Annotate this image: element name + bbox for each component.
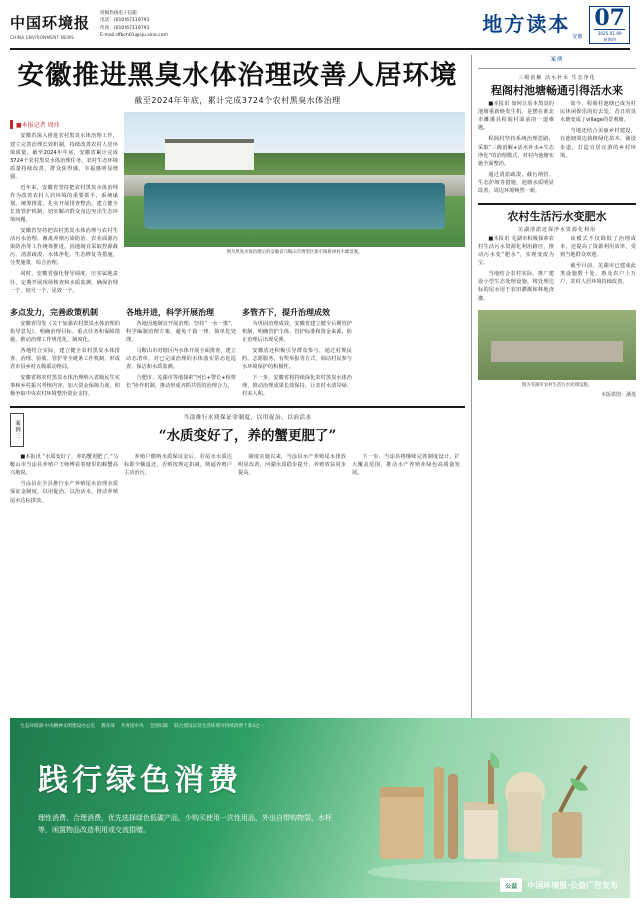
case1-paragraph: 如今，程阁村池塘已成为村民休闲娱乐的好去处，昔日的臭水塘变成了village的景观塘。 <box>560 101 636 124</box>
ad-sponsor-item: 全国妇联 <box>149 724 169 729</box>
ad-sponsor-item: 联合建设以及生活环境可持续消费十条3之一 <box>174 724 265 729</box>
case2-paragraph: 当地结合农村实际，推广建设小型生态处理设施，将处理达标的尾水用于农田灌溉和林地浇灌。 <box>478 271 554 302</box>
divider <box>10 406 465 408</box>
contact-line-2: 传真：(010)67119791 <box>100 25 150 31</box>
section-heading: 多点发力，完善政策机制 <box>10 306 98 317</box>
lead-section-columns <box>10 302 465 402</box>
ad-illustration <box>360 732 610 882</box>
ad-sponsor-item: 共青团中央 <box>120 724 144 729</box>
newspaper-logo-en: CHINA ENVIRONMENT NEWS <box>10 35 75 40</box>
section-paragraph: 马鞍山市对辖区内水体开展全面排查，建立动态清单，对已完成治理的水体落实常态化巡查、保洁和水质监测。 <box>126 347 236 370</box>
case2-col-1 <box>560 235 636 306</box>
lead-paragraph: 安徽省坚持把农村黑臭水体治理与农村生活污水治理、畜禽养殖污染防治、农业面源污染防治等工作统筹推进，因地制宜采取控源截污、清淤疏浚、水体净化、生态修复等措施，分类施策、综合治理。 <box>10 228 118 267</box>
lead-subhead: 截至2024年年底，累计完成3724个农村黑臭水体治理 <box>134 96 341 106</box>
case2-credit: 本版供图：潘曼 <box>600 391 636 398</box>
page-body <box>10 55 636 741</box>
section-body <box>126 320 236 391</box>
case1-paragraph: ■本报讯 如何让原本黑臭的池塘重新焕发生机，是摆在淮北市濉溪县程阁村面前的一道难题。 <box>478 101 554 132</box>
case2-photo <box>478 310 636 380</box>
section-body <box>242 320 352 399</box>
lead-headline: 安徽推进黑臭水体治理改善人居环境 <box>17 60 458 91</box>
ad-brand-text: 中国环境报·公益广告发布 <box>527 879 618 890</box>
ad-sponsors <box>10 718 630 729</box>
section-paragraph: 为巩固治理成效，安徽省建立健全后期管护机制，明确管护主体、管护标准和资金来源，防止治理后出现反弹。 <box>242 320 352 343</box>
case3-col-3 <box>352 453 460 507</box>
lead-section-2 <box>242 302 352 402</box>
case1-kicker: 三级消解 活水补水 生态净化 <box>518 75 596 81</box>
masthead <box>10 6 630 50</box>
ad-sponsor-item: 生态环境部·中央精神文明建设办公室 <box>20 724 95 729</box>
newspaper-logo-cn: 中国环境报 <box>10 14 91 32</box>
case1-paragraph: 通过清淤疏浚、截污纳管、生态护坡等措施，池塘水质明显改善，周边环境焕然一新。 <box>478 171 554 194</box>
lead-section-1 <box>126 302 236 402</box>
section-heading: 多管齐下，提升治理成效 <box>242 306 330 317</box>
lead-photo <box>124 112 465 247</box>
divider <box>478 68 636 69</box>
contact-line-0: 投稿热线电子信箱 <box>100 11 137 16</box>
section-paragraph: 安徽省印发《关于加强农村黑臭水体治理的指导意见》，明确治理目标、重点任务和保障措施，推动治理工作规范化、制度化。 <box>10 320 120 343</box>
byline-tag: ■本报记者 周玮 <box>10 120 60 129</box>
case2-paragraph: 该模式不仅降低了治理成本，还提高了资源利用效率，受到当地群众欢迎。 <box>560 236 636 259</box>
main-column <box>10 55 465 741</box>
lead-intro-text <box>10 132 118 294</box>
case2-kicker: 芜湖清淤还探净水资源化利用 <box>517 227 596 234</box>
case1-paragraph: 程阁村坚持系统治理思路，采取“三级消解+活水补水+生态净化”的治理模式，对村内池塘实施全面整治。 <box>478 136 554 167</box>
lead-paragraph: 近年来，安徽省坚持把农村黑臭水体治理作为改善农村人居环境的重要抓手，系统谋划、统筹推进，扎实开展排查整治，建立健全长效管护机制，切实解决群众身边突出生态环境问题。 <box>10 184 118 224</box>
section-paragraph: 各地因地制宜开展治理，坚持“一水一策”，科学编制治理方案，避免千篇一律、简单化处理。 <box>126 320 236 343</box>
case2-paragraph: 截至目前，芜湖市已建成此类设施数十处，惠及农户上万户，农村人居环境持续改善。 <box>560 263 636 286</box>
case1-title: 程阁村池塘畅通引得活水来 <box>491 84 623 97</box>
page-number: 07 <box>594 5 625 31</box>
ad-products-svg <box>360 732 610 882</box>
case1-label: 案例 <box>550 57 564 63</box>
case2-paragraph: ■本报讯 芜湖市积极探索农村生活污水资源化利用路径，推动污水变“肥水”，实现变废为宝。 <box>478 236 554 267</box>
lead-photo-caption: 图为黑臭水体治理后的安徽省马鞍山市博望区新市镇新禄村水塘景观。 <box>226 250 363 256</box>
section-title: 地方读本 <box>482 12 571 36</box>
section-paragraph: 合肥市、芜湖市等地探索“河长+警长+检察长”协作机制，推动形成齐抓共管的治理合力。 <box>126 375 236 390</box>
case3-title: “水质变好了，养的蟹更肥了” <box>158 428 337 445</box>
case3-col-0 <box>10 453 118 507</box>
ad-body-text: 理性消费、合理消费，优先选择绿色低碳产品，少购买使用一次性用品，外出自带购物袋、水杯等，闲置物品改造利用或交流捐赠。 <box>38 814 332 834</box>
case3-block <box>10 413 465 507</box>
case3-paragraph: 当涂县在全县推行水产养殖尾水治理水质保证金制度，以用促治、以治活水，推动养殖尾水达标排放。 <box>10 481 118 504</box>
ad-title: 践行绿色消费 <box>38 763 242 798</box>
lead-photo-block <box>124 112 465 297</box>
section-heading: 各地并进，科学开展治理 <box>126 306 214 317</box>
case2-title: 农村生活污水变肥水 <box>507 209 607 223</box>
contact-info <box>100 6 168 39</box>
case3-columns <box>10 453 465 507</box>
photo-pond <box>144 183 444 229</box>
ad-mark-icon: 公益 <box>500 878 522 892</box>
case3-badge: 案例三 <box>10 413 24 447</box>
contact-line-1: 电话：(010)67119791 <box>100 18 150 24</box>
lead-top-area <box>10 112 465 297</box>
section-paragraph: 各地结合实际，建立健全农村黑臭水体排查、治理、验收、管护等全链条工作机制，形成省市县乡村五级联动格局。 <box>10 347 120 370</box>
divider <box>478 203 636 205</box>
case3-col-1 <box>124 453 232 507</box>
lead-section-0 <box>10 302 120 402</box>
case2-photo-caption: 图为芜湖市农村生活污水处理设施。 <box>521 382 593 388</box>
photo-house <box>165 139 254 170</box>
public-service-ad <box>10 718 630 898</box>
contact-line-3: E-mail:dfbch01@sju.sina.com <box>100 33 168 39</box>
ad-sponsor-item: 教育部 <box>100 724 115 729</box>
section-header <box>482 6 630 44</box>
section-paragraph: 安徽省将农村黑臭水体治理纳入省级民生实事和乡村振兴考核内容，加大资金保障力度，积极争取中央农村环境整治资金支持。 <box>10 375 120 398</box>
page-date: 2025.01.09 <box>594 29 625 36</box>
sidebar-column <box>471 55 636 741</box>
case1-col-1 <box>560 100 636 198</box>
case1-paragraph: 当地还结合美丽乡村建设，在池塘周边栽植绿化苗木、铺设步道，打造宜居宜游的乡村环境。 <box>560 128 636 159</box>
page-number-box <box>589 6 630 44</box>
section-paragraph: 下一步，安徽省将持续深化农村黑臭水体治理，推动治理成果长效保持，让农村水清岸绿、村美人和。 <box>242 375 352 398</box>
case3-paragraph: 养殖户缴纳水质保证金后，若尾水水质达标即全额退还，否则按规定扣减，倒逼养殖户主动治污。 <box>124 454 232 477</box>
section-subtitle: 安徽 <box>572 34 583 40</box>
case2-col-0 <box>478 235 554 306</box>
ad-brand <box>500 878 618 892</box>
lead-intro-column <box>10 112 118 297</box>
lead-paragraph: 安徽省深入推进农村黑臭水体治理工作，建立完善治理长效机制，持续改善农村人居环境质量。截至2024年年底，安徽省累计完成3724个农村黑臭水体治理任务，农村生态环境质量持续改善，群众获得感、幸福感明显增强。 <box>10 133 118 180</box>
case3-paragraph: 制度实施以来，当涂县水产养殖尾水排放明显改善，河湖水质稳步提升，养殖效益同步提高。 <box>238 454 346 477</box>
newspaper-logo <box>10 6 90 40</box>
section-body <box>10 320 120 399</box>
case3-paragraph: 下一步，当涂县将继续完善制度设计，扩大覆盖范围，推动水产养殖业绿色高质量发展。 <box>352 454 460 477</box>
case3-kicker: 当涂推行水质保证金制度，以用促治、以治活水 <box>183 415 312 422</box>
case1-col-0 <box>478 100 554 198</box>
lead-paragraph: 同时，安徽省强化督导调度，压实属地责任，定期开展现场核查和水质监测，确保治理一个、销号一个、见效一个。 <box>10 271 118 294</box>
case3-col-2 <box>238 453 346 507</box>
page-weekday: 星期四 <box>603 37 616 42</box>
section-paragraph: 安徽省还积极引导群众参与，通过村规民约、志愿服务、有奖举报等方式，调动村民参与水环境保护的积极性。 <box>242 347 352 370</box>
case3-paragraph: ■本报讯 “水质变好了，养的蟹更肥了。”马鞍山市当涂县养殖户王师傅看着塘里的螃蟹高兴地说。 <box>10 454 118 477</box>
